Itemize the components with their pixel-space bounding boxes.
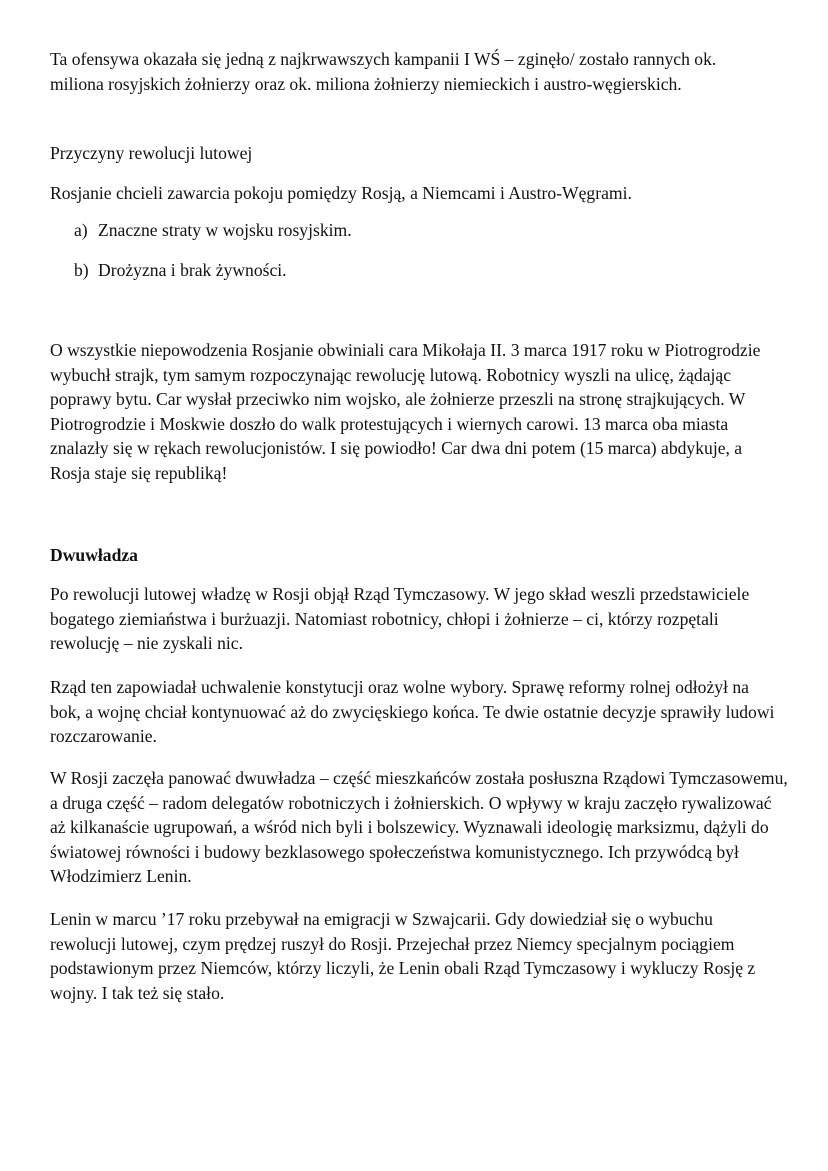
section-label-february-causes: Przyczyny rewolucji lutowej (50, 143, 253, 163)
section-heading-dual-power: Dwuwładza (50, 545, 138, 565)
paragraph-provisional-government: Po rewolucji lutowej władzę w Rosji objął Rząd Tymczasowy. W jego skład weszli przedstawiciele bogatego ziemiaństwa i burżuazji. Natomiast robotnicy, chłopi i żołnierze – ci, którzy rozpętali rewolucję – nie zyskali nic. (50, 584, 750, 653)
list-item (74, 258, 352, 283)
list-marker: a) (74, 220, 88, 240)
paragraph-february-revolution: O wszystkie niepowodzenia Rosjanie obwiniali cara Mikołaja II. 3 marca 1917 roku w Piotrogrodzie wybuchł strajk, tym samym rozpoczynając rewolucję lutową. Robotnicy wyszli na ulicę, żądając poprawy bytu. Car wysłał przeciwko nim wojsko, ale żołnierze przeszli na stronę strajkujących. W Piotrogrodzie i Moskwie doszło do walk protestujących i wiernych carowi. 13 marca oba miasta znalazły się w rękach rewolucjonistów. I się powiodło! Car dwa dni potem (15 marca) abdykuje, a Rosja staje się republiką! (50, 340, 761, 483)
paragraph-offensive-losses: Ta ofensywa okazała się jedną z najkrwawszych kampanii I WŚ – zginęło/ zostało rannych ok. miliona rosyjskich żołnierzy oraz ok. miliona żołnierzy niemieckich i austro-węgierskich. (50, 49, 717, 94)
list-item-text: Znaczne straty w wojsku rosyjskim. (98, 220, 352, 240)
paragraph-dual-power: W Rosji zaczęła panować dwuwładza – część mieszkańców została posłuszna Rządowi Tymczasowemu, a druga część – radom delegatów robotniczych i żołnierskich. O wpływy w kraju zaczęło rywalizować aż kilkanaście ugrupowań, a wśród nich byli i bolszewicy. Wyznawali ideologię marksizmu, dążyli do światowej równości i budowy bezklasowego społeczeństwa komunistycznego. Ich przywódcą był Włodzimierz Lenin. (50, 768, 788, 886)
list-marker: b) (74, 259, 89, 280)
causes-list (74, 218, 352, 297)
list-item-text: Drożyzna i brak żywności. (98, 259, 287, 280)
paragraph-government-promises: Rząd ten zapowiadał uchwalenie konstytucji oraz wolne wybory. Sprawę reformy rolnej odłożył na bok, a wojnę chciał kontynuować aż do zwycięskiego końca. Te dwie ostatnie decyzje sprawiły ludowi rozczarowanie. (50, 677, 775, 746)
paragraph-peace-wish: Rosjanie chcieli zawarcia pokoju pomiędzy Rosją, a Niemcami i Austro-Węgrami. (50, 183, 632, 203)
list-item (74, 218, 352, 243)
paragraph-lenin-return: Lenin w marcu ’17 roku przebywał na emigracji w Szwajcarii. Gdy dowiedział się o wybuchu rewolucji lutowej, czym prędzej ruszył do Rosji. Przejechał przez Niemcy specjalnym pociągiem podstawionym przez Niemców, którzy liczyli, że Lenin obali Rząd Tymczasowy i wykluczy Rosję z wojny. I tak też się stało. (50, 909, 756, 1003)
